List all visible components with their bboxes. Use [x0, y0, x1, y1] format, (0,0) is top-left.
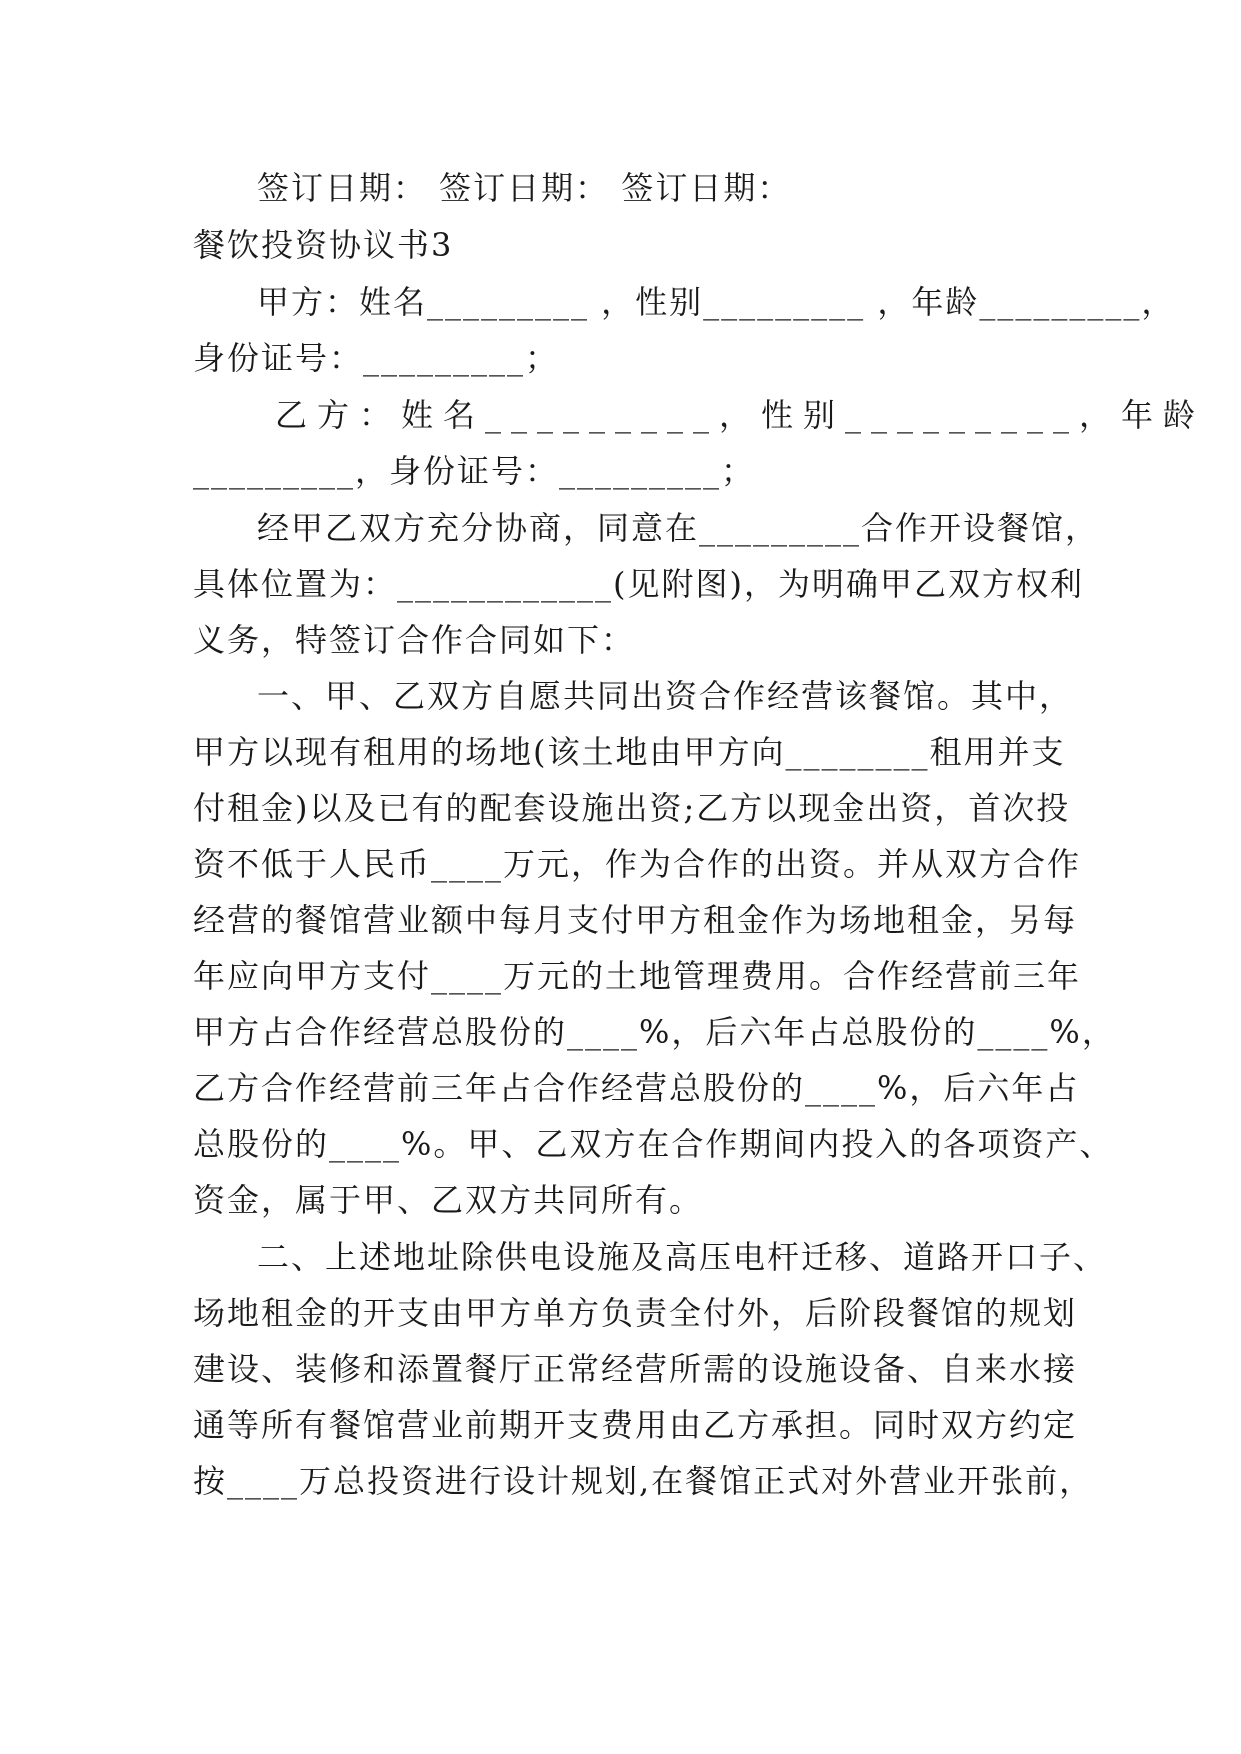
preamble-line-1: 经甲乙双方充分协商，同意在_________合作开设餐馆，	[257, 509, 1100, 547]
document-title: 餐饮投资协议书3	[193, 226, 454, 264]
clause-1-line-1: 一、甲、乙双方自愿共同出资合作经营该餐馆。其中，	[257, 677, 1074, 715]
party-b-line-1: 乙方：姓名_________，性别_________，年龄	[275, 396, 1206, 434]
signing-date-line: 签订日期： 签订日期： 签订日期：	[257, 169, 792, 207]
clause-2-line-4: 通等所有餐馆营业前期开支费用由乙方承担。同时双方约定	[193, 1406, 1078, 1444]
clause-1-line-8: 乙方合作经营前三年占合作经营总股份的____%，后六年占	[193, 1069, 1080, 1107]
clause-2-line-5: 按____万总投资进行设计规划,在餐馆正式对外营业开张前，	[193, 1462, 1094, 1500]
party-a-line-1: 甲方：姓名_________ ，性别_________ ，年龄_________，	[257, 283, 1176, 321]
clause-2-line-1: 二、上述地址除供电设施及高压电杆迁移、道路开口子、	[257, 1238, 1108, 1276]
clause-2-line-3: 建设、装修和添置餐厅正常经营所需的设施设备、自来水接	[193, 1350, 1078, 1388]
clause-2-line-2: 场地租金的开支由甲方单方负责全付外，后阶段餐馆的规划	[193, 1294, 1078, 1332]
clause-1-line-7: 甲方占合作经营总股份的____%，后六年占总股份的____%，	[193, 1013, 1116, 1051]
party-b-line-2: _________，身份证号：_________；	[193, 452, 756, 490]
clause-1-line-2: 甲方以现有租用的场地(该土地由甲方向________租用并支	[193, 733, 1066, 771]
preamble-line-2: 具体位置为：____________(见附图)，为明确甲乙双方权利	[193, 565, 1084, 603]
party-a-line-2: 身份证号：_________；	[193, 339, 560, 377]
preamble-line-3: 义务，特签订合作合同如下：	[193, 621, 636, 659]
clause-1-line-3: 付租金)以及已有的配套设施出资;乙方以现金出资，首次投	[193, 789, 1071, 827]
clause-1-line-10: 资金，属于甲、乙双方共同所有。	[193, 1181, 704, 1219]
clause-1-line-9: 总股份的____%。甲、乙双方在合作期间内投入的各项资产、	[193, 1125, 1114, 1163]
clause-1-line-6: 年应向甲方支付____万元的土地管理费用。合作经营前三年	[193, 957, 1082, 995]
clause-1-line-4: 资不低于人民币____万元，作为合作的出资。并从双方合作	[193, 845, 1082, 883]
clause-1-line-5: 经营的餐馆营业额中每月支付甲方租金作为场地租金，另每	[193, 901, 1078, 939]
